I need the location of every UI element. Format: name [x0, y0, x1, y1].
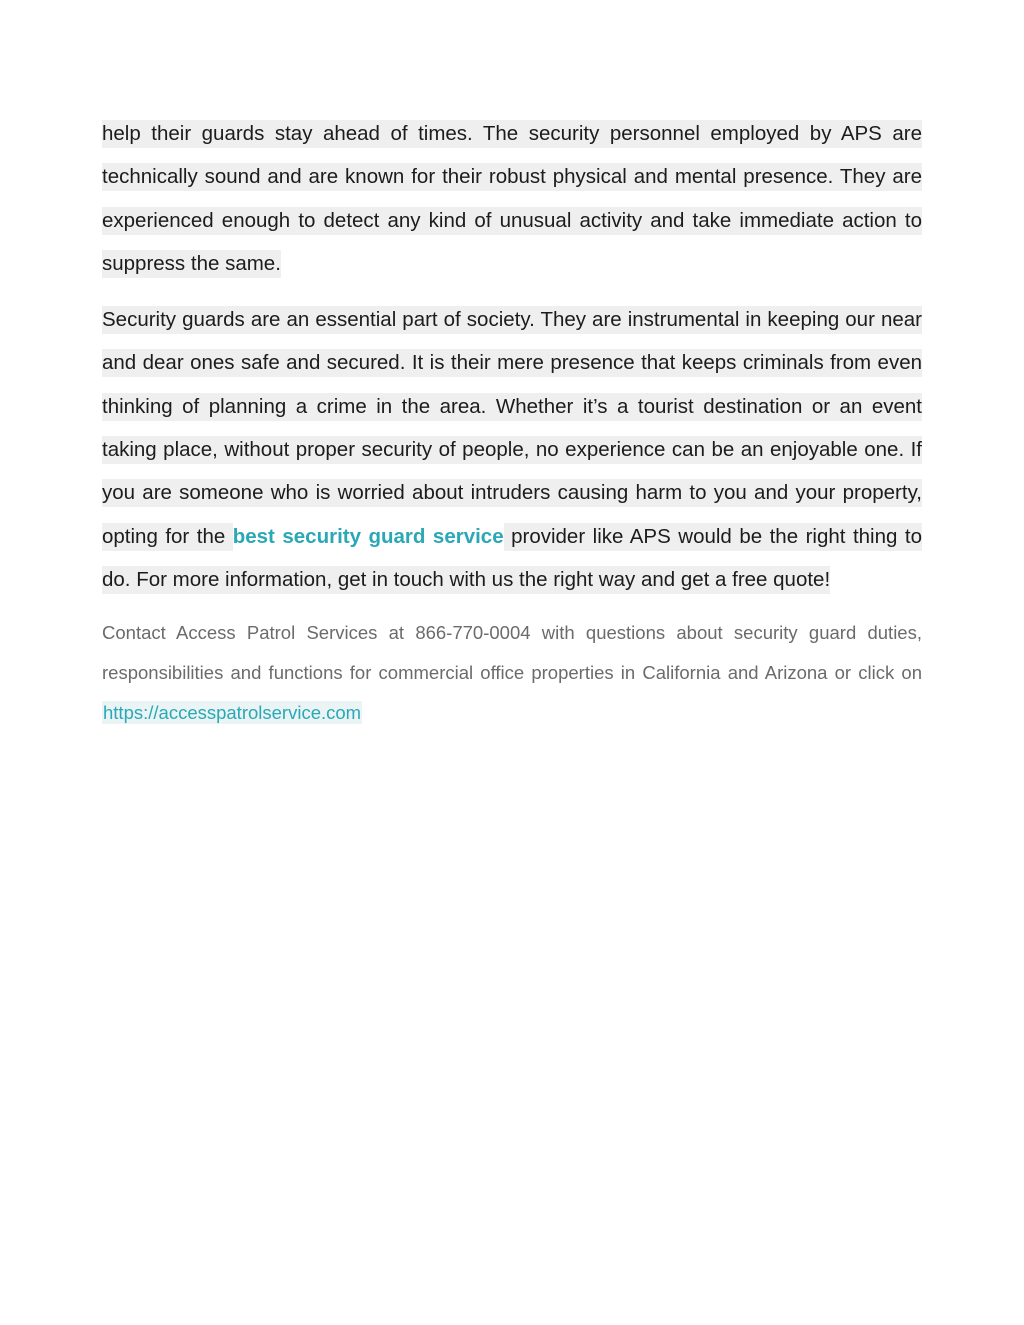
contact-paragraph	[102, 613, 922, 733]
website-link[interactable]: https://accesspatrolservice.com	[103, 702, 362, 724]
paragraph-2-text-after-link: provider like APS would be the right thing to do. For more information, get in touch with us the right way and get a free quote!	[102, 523, 922, 594]
best-security-guard-service-link[interactable]: best security guard service	[232, 524, 504, 548]
contact-text: Contact Access Patrol Services at 866-770-0004 with questions about security guard duties, responsibilities and functions for commercial office properties in California and Arizona or click on	[102, 622, 922, 684]
paragraph-1	[102, 112, 922, 285]
document-page	[102, 112, 922, 752]
paragraph-1-text: help their guards stay ahead of times. The security personnel employed by APS are technically sound and are known for their robust physical and mental presence. They are experienced enough to detect any kind of unusual activity and take immediate action to suppress the same.	[102, 120, 922, 278]
paragraph-2-text-before-link: Security guards are an essential part of society. They are instrumental in keeping our near and dear ones safe and secured. It is their mere presence that keeps criminals from even thinking of planning a crime in the area. Whether it’s a tourist destination or an event taking place, without proper security of people, no experience can be an enjoyable one. If you are someone who is worried about intruders causing harm to you and your property, opting for the	[102, 306, 922, 550]
paragraph-2	[102, 298, 922, 601]
